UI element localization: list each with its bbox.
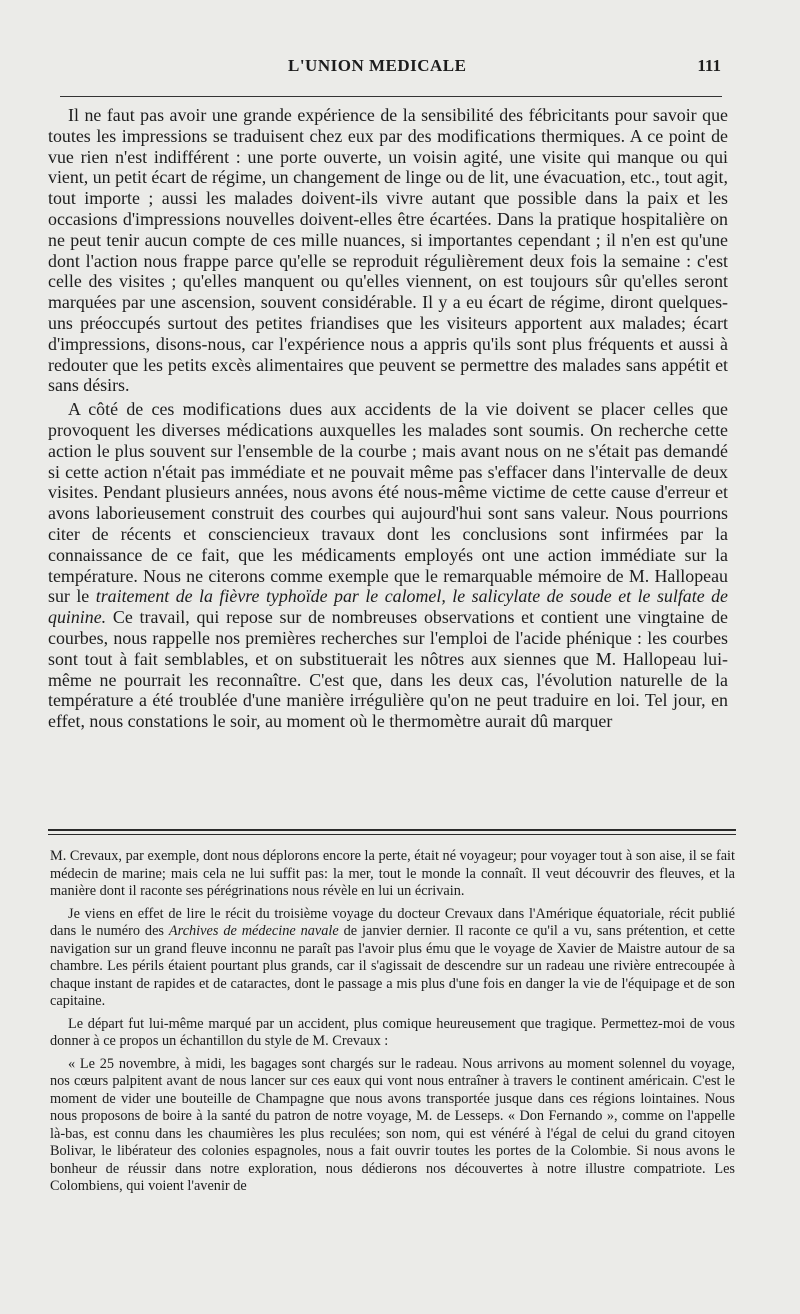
footnote-paragraph: M. Crevaux, par exemple, dont nous déplorons encore la perte, était né voyageur; pour voyager tout à son aise, il se fait médecin de marine; mais cela ne lui suffit pas: la mer, tout le monde la connaît. Il veut découvrir des fleuves, et la manière dont il raconte ses pérégrinations nous révèle en lui un écrivain. — [50, 848, 735, 899]
main-text — [48, 105, 728, 732]
footnote-text: de janvier dernier. Il raconte ce qu'il a vu, sans prétention, et cette navigation sur un grand fleuve inconnu ne paraît pas l'avoir plus ému que le voyage de Xavier de Maistre autour de sa chambre. Les périls étaient pourtant plus grands, car il s'agissait de descendre sur un radeau une rivière entrecoupée à chaque instant de rapides et de cataractes, dont le passage a mis plus d'une fois en danger la vie de l'équipage et de son capitaine. — [50, 923, 736, 1009]
page-number: 111 — [697, 56, 721, 75]
paragraph: Il ne faut pas avoir une grande expérience de la sensibilité des fébricitants pour savoir que toutes les impressions se traduisent chez eux par des modifications thermiques. A ce point de vue rien n'est indifférent : une porte ouverte, un voisin agité, une visite qui manque ou qui vient, un petit écart de régime, un changement de linge ou de lit, une évacuation, etc., tout agit, tout importe ; aussi les malades doivent-ils vivre autant que possible dans la paix et les occasions d'impressions nouvelles doivent-elles être écartées. Dans la pratique hospitalière on ne peut tenir aucun compte de ces mille nuances, si importantes cependant ; il n'en est qu'une dont l'action nous frappe parce qu'elle se reproduit régulièrement deux fois la semaine : c'est celle des visites ; qu'elles manquent ou qu'elles viennent, on est toujours sûr qu'elles seront marquées par une ascension, souvent considérable. Il y a eu écart de régime, diront quelques-uns préoccupés surtout des petites friandises que les visiteurs apportent aux malades; écart d'impressions, disons-nous, car l'expérience nous a appris qu'ils sont plus fréquents et aussi à redouter que les petits excès alimentaires que peuvent se permettre des malades sans appétit et sans désirs. — [48, 105, 728, 396]
footnote-text: Je viens en effet de lire le récit du troisième voyage du docteur Crevaux dans l'Amérique équatoriale, récit publié dans le numéro des — [50, 905, 735, 939]
footnotes — [50, 848, 735, 1196]
italic-title: traitement de la fièvre typhoïde par le calomel, le salicylate de soude et le sulfate de quinine. — [48, 586, 728, 628]
header-rule — [60, 96, 722, 97]
page-header — [60, 56, 725, 86]
footnote-rule — [48, 829, 736, 831]
paragraph-text: A côté de ces modifications dues aux accidents de la vie doivent se placer celles que provoquent les diverses médications auxquelles les malades sont soumis. On recherche cette action le plus souvent sur l'ensemble de la courbe ; mais avant nous on ne s'était pas demandé si cette action n'était pas immédiate et ne pouvait même pas s'effacer dans l'intervalle de deux visites. Pendant plusieurs années, nous avons été nous-même victime de cette cause d'erreur et avons laborieusement construit des courbes qui aujourd'hui sont sans valeur. Nous pourrions citer de récents et consciencieux travaux dont les conclusions sont infirmées par la connaissance de ce fait, que les médicaments employés ont une action immédiate sur la température. Nous ne citerons comme exemple que le remarquable mémoire de M. Hallopeau sur le — [48, 399, 728, 607]
italic-title: Archives de médecine navale — [168, 923, 339, 939]
footnote-paragraph: « Le 25 novembre, à midi, les bagages sont chargés sur le radeau. Nous arrivons au moment solennel du voyage, nos cœurs palpitent avant de nous lancer sur ces eaux qui vont nous entraîner à travers le continent américain. C'est le moment de vider une bouteille de Champagne que nous avons transportée jusque dans ces régions lointaines. Nous nous proposons de boire à la santé du patron de notre voyage, M. de Lesseps. « Don Fernando », comme on l'appelle là-bas, est connu dans les chaumières les plus reculées; son nom, qui est vénéré à l'égal de celui du grand citoyen Bolivar, le libérateur des colonies espagnoles, nous a fait ouvrir toutes les portes de la Colombie. Si nous avons le bonheur de réussir dans notre exploration, nous dédierons nos découvertes à notre illustre compatriote. Les Colombiens, qui voient l'avenir de — [50, 1055, 735, 1194]
footnote-paragraph — [50, 906, 735, 1011]
footnote-rule — [48, 834, 736, 835]
paragraph-text: Ce travail, qui repose sur de nombreuses observations et contient une vingtaine de courbes, nous rappelle nos premières recherches sur l'emploi de l'acide phénique : les courbes sont tout à fait semblables, et on substituerait les nôtres aux siennes que M. Hallopeau lui-même ne pourrait les reconnaître. C'est que, dans les deux cas, l'évolution naturelle de la température a été troublée d'une manière irrégulière qu'on ne peut traduire en loi. Tel jour, en effet, nous constations le soir, au moment où le thermomètre aurait dû marquer — [48, 607, 728, 732]
paragraph — [48, 399, 728, 732]
running-title: L'UNION MEDICALE — [288, 56, 467, 75]
footnote-paragraph: Le départ fut lui-même marqué par un accident, plus comique heureusement que tragique. Permettez-moi de vous donner à ce propos un échantillon du style de M. Crevaux : — [50, 1015, 735, 1049]
